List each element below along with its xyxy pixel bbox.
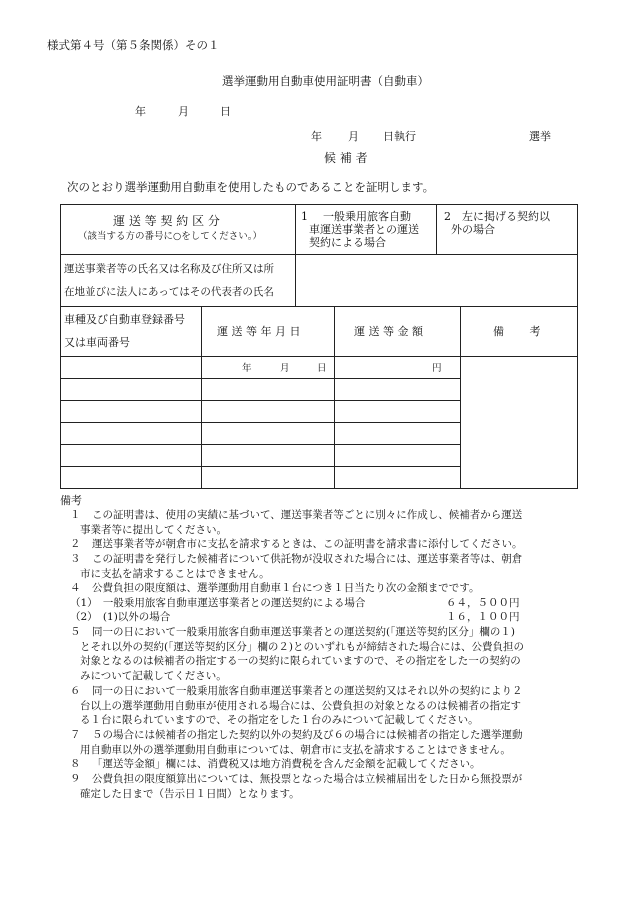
- document-title: 選挙運動用自動車使用証明書（自動車）: [222, 74, 429, 88]
- option2-number: 2: [444, 210, 451, 223]
- operator-label-line2: 在地並びに法人にあってはその代表者の氏名: [64, 286, 274, 298]
- option1-line2: 車運送事業者との運送: [309, 223, 419, 236]
- contract-type-label: 運 送 等 契 約 区 分: [113, 214, 220, 228]
- certify-statement: 次のとおり選挙運動用自動車を使用したものであることを証明します。: [67, 180, 435, 194]
- certificate-page: 様式第４号（第５条関係）その１ 選挙運動用自動車使用証明書（自動車） 年 月 日 年 月 日執行 選挙 候 補 者 次のとおり選挙運動用自動車を使用したものであることを証明します。 運 送 等 契 約 区 分 （該当する方の番号に○をしてください。） 1 一般乗用旅客自動 車運送事業者との運送 契約による場合 2 左に掲げる契約以 外の場合 運送事業者等の氏名又は名称及び住所又は所 在地並びに法人にあってはその代表者の氏名 車種及び自動車登録番号 又は車両番号 運 送 等 年 月 日 運 送 等 金 額 備 考 年 月 日 円 備考 １ この証明書は、使用の実績に基づいて、運送事業者等ごとに別々に作成し、候補者から運送 事業者等に提出してください。 ２ 運送事業者等が朝倉市に支払を請求するときは、この証明書を請求書に添付してください。 ３ この証明書を発行した候補者について供託物が没収された場合には、運送事業者等は、朝倉 市に支払を請求することはできません。 ４ 公費負担の限度額は、選挙運動用自動車１台につき１日当たり次の金額までです。 （1） 一般乗用旅客自動車運送事業者との運送契約による場合 ６４，５００円 （2） (1)以外の場合 １６，１００円 ５ 同一の日において一般乗用旅客自動車運送事業者との運送契約(「運送等契約区分」欄の１) とそれ以外の契約(「運送等契約区分」欄の２)とのいずれもが締結された場合には、公費負担の 対象となるのは候補者の指定する一の契約に限られていますので、その指定をした一の契約の みについて記載してください。 ６ 同一の日において一般乗用旅客自動車運送事業者との運送契約又はそれ以外の契約により２ 台以上の選挙運動用自動車が使用される場合には、公費負担の対象となるのは候補者の指定す る１台に限られていますので、その指定をした１台のみについて記載してください。 ７ ５の場合には候補者の指定した契約以外の契約及び６の場合には候補者の指定した選挙運動 用自動車以外の選挙運動用自動車については、朝倉市に支払を請求することはできません。 ８ 「運送等金額」欄には、消費税又は地方消費税を含んだ金額を記載してください。 ９ 公費負担の限度額算出については、無投票となった場合は立候補届出をした日から無投票が 確定した日まで（告示日１日間）となります。: [0, 0, 630, 903]
- vehicle-label-line2: 又は車両番号: [64, 336, 130, 349]
- election-label: 選挙: [529, 130, 551, 143]
- option2-line2: 外の場合: [451, 223, 495, 236]
- contract-type-note: （該当する方の番号に○をしてください。）: [78, 231, 263, 242]
- election-day-exec: 日執行: [383, 130, 416, 143]
- issue-month: 月: [178, 105, 189, 118]
- issue-day: 日: [220, 105, 231, 118]
- row-year: 年: [242, 363, 252, 374]
- election-year: 年: [311, 130, 322, 143]
- remarks-header: 備 考: [493, 325, 541, 338]
- issue-year: 年: [135, 105, 146, 118]
- form-number: 様式第４号（第５条関係）その１: [47, 38, 220, 52]
- operator-label-line1: 運送事業者等の氏名又は名称及び住所又は所: [64, 263, 274, 275]
- transport-date-header: 運 送 等 年 月 日: [217, 325, 301, 338]
- candidate-label: 候 補 者: [324, 151, 368, 165]
- row-yen: 円: [432, 363, 442, 374]
- election-month: 月: [348, 130, 359, 143]
- row-day: 日: [317, 363, 327, 374]
- transport-amount-header: 運 送 等 金 額: [354, 325, 423, 338]
- option1-line3: 契約による場合: [309, 236, 386, 249]
- option2-line1: 左に掲げる契約以: [462, 210, 550, 223]
- notes-heading: 備考: [60, 494, 82, 507]
- row-month: 月: [280, 363, 290, 374]
- vehicle-label-line1: 車種及び自動車登録番号: [64, 313, 185, 326]
- option1-line1: 一般乗用旅客自動: [323, 210, 411, 223]
- option1-number: 1: [301, 210, 308, 223]
